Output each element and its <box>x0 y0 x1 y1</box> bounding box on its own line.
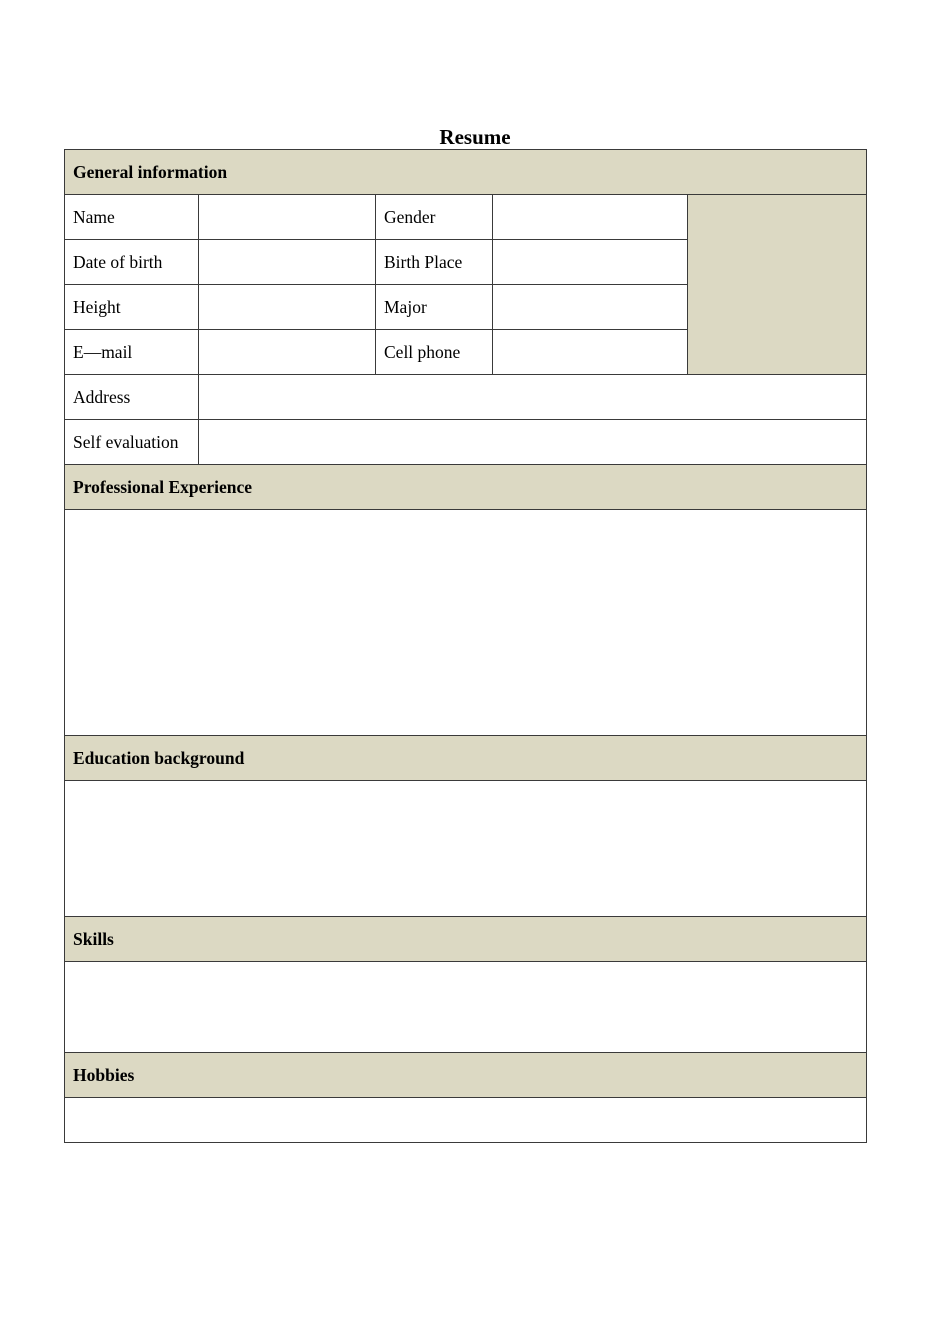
section-heading-education: Education background <box>65 736 867 781</box>
gender-label: Gender <box>376 195 493 240</box>
cell-phone-label: Cell phone <box>376 330 493 375</box>
row-experience-content <box>65 510 867 736</box>
name-field[interactable] <box>199 195 376 240</box>
section-row-hobbies <box>65 1053 867 1098</box>
row-hobbies-content <box>65 1098 867 1143</box>
section-row-education <box>65 736 867 781</box>
row-skills-content <box>65 962 867 1053</box>
section-heading-hobbies: Hobbies <box>65 1053 867 1098</box>
birth-place-field[interactable] <box>493 240 688 285</box>
section-heading-general: General information <box>65 150 867 195</box>
self-evaluation-label: Self evaluation <box>65 420 199 465</box>
hobbies-content-area[interactable] <box>65 1098 867 1143</box>
email-label: E—mail <box>65 330 199 375</box>
self-evaluation-field[interactable] <box>199 420 867 465</box>
experience-content-area[interactable] <box>65 510 867 736</box>
cell-phone-field[interactable] <box>493 330 688 375</box>
photo-placeholder[interactable] <box>688 195 867 375</box>
resume-table <box>64 149 867 1143</box>
section-heading-experience: Professional Experience <box>65 465 867 510</box>
row-address <box>65 375 867 420</box>
height-field[interactable] <box>199 285 376 330</box>
email-field[interactable] <box>199 330 376 375</box>
section-row-general <box>65 150 867 195</box>
section-heading-skills: Skills <box>65 917 867 962</box>
row-name-gender <box>65 195 867 240</box>
section-row-skills <box>65 917 867 962</box>
document-title: Resume <box>439 125 511 149</box>
name-label: Name <box>65 195 199 240</box>
date-of-birth-label: Date of birth <box>65 240 199 285</box>
education-content-area[interactable] <box>65 781 867 917</box>
major-field[interactable] <box>493 285 688 330</box>
row-self-evaluation <box>65 420 867 465</box>
row-education-content <box>65 781 867 917</box>
address-field[interactable] <box>199 375 867 420</box>
skills-content-area[interactable] <box>65 962 867 1053</box>
address-label: Address <box>65 375 199 420</box>
section-row-experience <box>65 465 867 510</box>
major-label: Major <box>376 285 493 330</box>
birth-place-label: Birth Place <box>376 240 493 285</box>
height-label: Height <box>65 285 199 330</box>
gender-field[interactable] <box>493 195 688 240</box>
date-of-birth-field[interactable] <box>199 240 376 285</box>
